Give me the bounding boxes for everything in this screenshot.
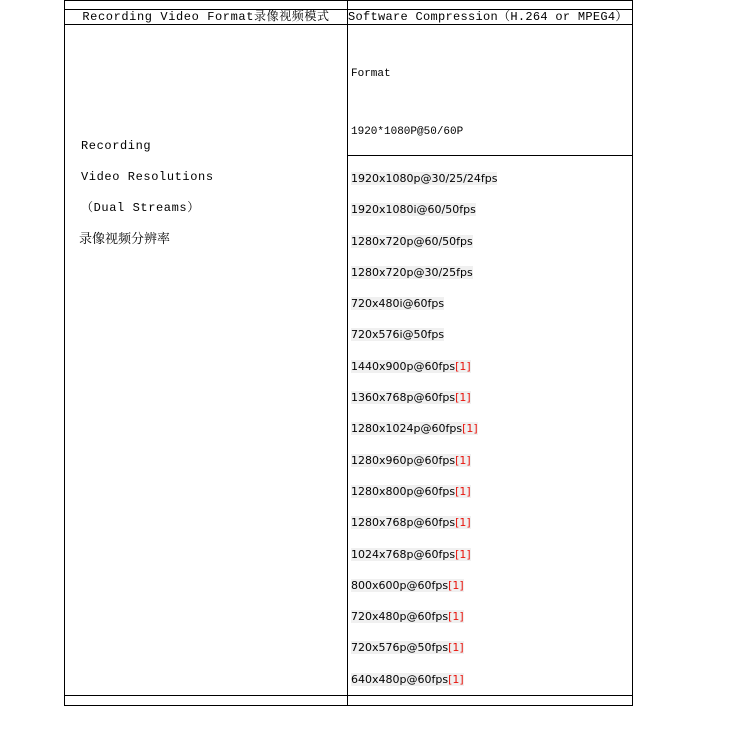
footnote-marker: [1] (448, 610, 464, 624)
list-item (351, 445, 632, 476)
resolution-text: 640x480p@60fps (351, 672, 449, 686)
resolution-text: 1920x1080p@30/25/24fps (351, 172, 498, 185)
footnote-marker: [1] (448, 641, 464, 655)
video-format-value: Software Compression（H.264 or MPEG4） (348, 10, 633, 25)
list-item (351, 413, 632, 444)
list-item (351, 351, 632, 382)
list-item (351, 601, 632, 632)
list-item (351, 476, 632, 507)
footnote-marker: [1] (455, 453, 471, 467)
resolution-text: 1280x768p@60fps (351, 516, 456, 530)
footnote-marker: [1] (448, 672, 464, 686)
format-heading: Format (351, 68, 391, 80)
resolution-text: 1280x720p@30/25fps (351, 265, 473, 279)
footnote-marker: [1] (455, 516, 471, 530)
list-item (351, 163, 632, 194)
resolution-text: 1920x1080i@60/50fps (351, 203, 476, 217)
list-item (351, 319, 632, 350)
video-resolutions-label (65, 25, 347, 255)
footnote-marker: [1] (462, 422, 478, 436)
resolution-text: 1024x768p@60fps (351, 547, 456, 561)
resolution-text: 720x576i@50fps (351, 328, 445, 342)
list-item (351, 288, 632, 319)
resolution-text: 800x600p@60fps (351, 578, 449, 592)
cell-partial-left (65, 1, 348, 10)
table-row-video-format (65, 10, 633, 25)
list-item (351, 632, 632, 663)
resolution-text: 720x480i@60fps (351, 297, 445, 311)
primary-resolution-value: 1920*1080P@50/60P (348, 88, 632, 156)
resolution-text: 1440x900p@60fps (351, 359, 456, 373)
list-item (351, 226, 632, 257)
table-row-partial-top (65, 1, 633, 10)
list-item (351, 507, 632, 538)
specification-table (64, 0, 633, 706)
table-row-video-resolutions (65, 25, 633, 696)
label-line-cn: 录像视频分辨率 (79, 232, 171, 247)
footnote-marker: [1] (448, 578, 464, 592)
video-resolutions-value-cell (348, 25, 633, 696)
table-row-partial-bottom (65, 696, 633, 706)
list-item (351, 194, 632, 225)
label-line-3: （Dual Streams） (81, 201, 200, 215)
list-item (351, 664, 632, 695)
footnote-marker: [1] (455, 484, 471, 498)
footnote-marker: [1] (455, 391, 471, 405)
cell-partial-bottom-left (65, 696, 348, 706)
resolution-text: 1280x1024p@60fps (351, 422, 463, 436)
cell-partial-bottom-right (348, 696, 633, 706)
video-format-label: Recording Video Format录像视频模式 (65, 10, 348, 25)
resolution-text: 720x576p@50fps (351, 641, 449, 655)
resolution-text: 1360x768p@60fps (351, 391, 456, 405)
label-line-2: Video Resolutions (81, 170, 214, 184)
list-item (351, 257, 632, 288)
footnote-marker: [1] (455, 359, 471, 373)
resolution-text: 1280x960p@60fps (351, 453, 456, 467)
resolution-text: 1280x720p@60/50fps (351, 234, 473, 248)
footnote-marker: [1] (455, 547, 471, 561)
list-item (351, 382, 632, 413)
resolution-text: 720x480p@60fps (351, 610, 449, 624)
list-item (351, 570, 632, 601)
video-resolutions-label-cell (65, 25, 348, 696)
list-item (351, 539, 632, 570)
resolution-list (348, 156, 632, 695)
label-line-1: Recording (81, 139, 152, 153)
resolution-text: 1280x800p@60fps (351, 484, 456, 498)
cell-partial-right (348, 1, 633, 10)
